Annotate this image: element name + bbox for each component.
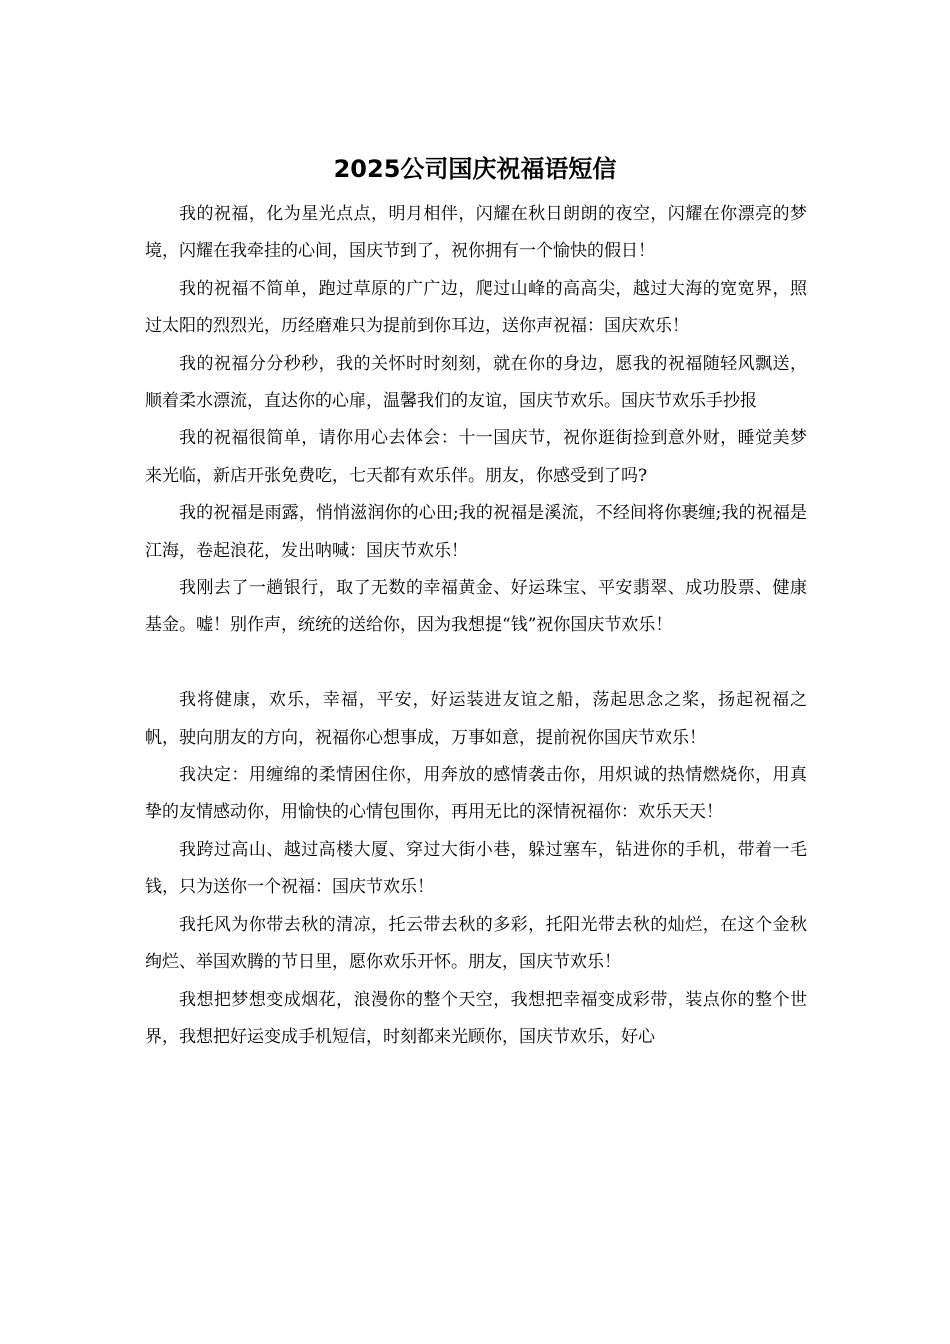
paragraph: 我将健康，欢乐，幸福，平安，好运装进友谊之船，荡起思念之桨，扬起祝福之帆，驶向朋友的方向，祝福你心想事成，万事如意，提前祝你国庆节欢乐！ bbox=[145, 690, 807, 748]
paragraph: 我的祝福不简单，跑过草原的广广边，爬过山峰的高高尖，越过大海的宽宽界，照过太阳的烈烈光，历经磨难只为提前到你耳边，送你声祝福：国庆欢乐！ bbox=[145, 278, 807, 337]
paragraph: 我的祝福，化为星光点点，明月相伴，闪耀在秋日朗朗的夜空，闪耀在你漂亮的梦境，闪耀在我牵挂的心间，国庆节到了，祝你拥有一个愉快的假日！ bbox=[145, 204, 807, 262]
blank-line bbox=[145, 645, 807, 682]
paragraph: 我想把梦想变成烟花，浪漫你的整个天空，我想把幸福变成彩带，装点你的整个世界，我想把好运变成手机短信，时刻都来光顾你，国庆节欢乐，好心 bbox=[145, 989, 807, 1047]
document-body bbox=[145, 196, 807, 1056]
paragraph: 我跨过高山、越过高楼大厦、穿过大街小巷，躲过塞车，钻进你的手机，带着一毛钱，只为送你一个祝福：国庆节欢乐！ bbox=[145, 839, 807, 898]
paragraph: 我的祝福是雨露，悄悄滋润你的心田;我的祝福是溪流，不经间将你裹缠;我的祝福是江海，卷起浪花，发出呐喊：国庆节欢乐！ bbox=[145, 503, 807, 561]
paragraph: 我的祝福很简单，请你用心去体会：十一国庆节，祝你逛街捡到意外财，睡觉美梦来光临，新店开张免费吃，七天都有欢乐伴。朋友，你感受到了吗? bbox=[145, 428, 807, 486]
paragraph: 我的祝福分分秒秒，我的关怀时时刻刻，就在你的身边，愿我的祝福随轻风飘送，顺着柔水漂流，直达你的心扉，温馨我们的友谊，国庆节欢乐。国庆节欢乐手抄报 bbox=[145, 353, 807, 412]
document-title: 2025公司国庆祝福语短信 bbox=[333, 155, 617, 183]
paragraph: 我托风为你带去秋的清凉，托云带去秋的多彩，托阳光带去秋的灿烂，在这个金秋绚烂、举国欢腾的节日里，愿你欢乐开怀。朋友，国庆节欢乐！ bbox=[145, 914, 807, 973]
paragraph: 我决定：用缠绵的柔情困住你，用奔放的感情袭击你，用炽诚的热情燃烧你，用真挚的友情感动你，用愉快的心情包围你，再用无比的深情祝福你：欢乐天天！ bbox=[145, 765, 807, 823]
paragraph: 我刚去了一趟银行，取了无数的幸福黄金、好运珠宝、平安翡翠、成功股票、健康基金。嘘！别作声，统统的送给你，因为我想提“钱”祝你国庆节欢乐！ bbox=[145, 578, 807, 636]
